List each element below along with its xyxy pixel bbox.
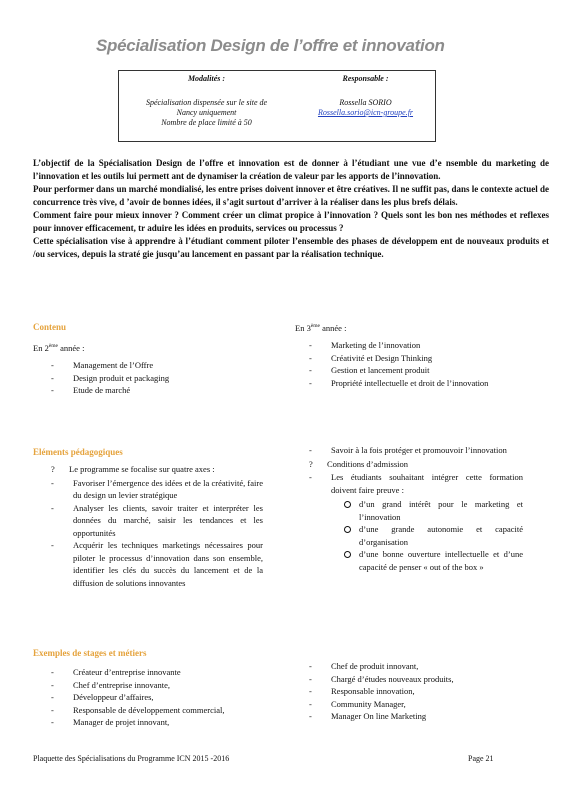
list-item: - Manager On line Marketing xyxy=(309,710,523,723)
responsable-column xyxy=(294,74,437,118)
stages-right xyxy=(309,660,523,723)
list-item: - Propriété intellectuelle et droit de l’innovation xyxy=(309,377,523,390)
section-heading-contenu: Contenu xyxy=(33,322,67,332)
responsable-header: Responsable : xyxy=(342,74,389,83)
contenu-year2 xyxy=(33,340,263,397)
list-item: - Favoriser l’émergence des idées et de la créativité, faire du design un levier stratégique xyxy=(51,477,263,502)
modalites-column xyxy=(119,74,294,128)
intro-paragraph: L’objectif de la Spécialisation Design de l’offre et innovation est de donner à l’étudiant une vue d’e nsemble du marketing de l’innovation et les outils lui permett ant de dynamiser la création de valeur par les apports de l’innovation. xyxy=(33,158,549,181)
list-item: - Management de l’Offre xyxy=(51,359,263,372)
admission-intro: - Les étudiants souhaitant intégrer cette formation doivent faire preuve : xyxy=(309,471,523,496)
list-item: - Responsable innovation, xyxy=(309,685,523,698)
year2-label: En 2ème année : xyxy=(33,342,85,353)
year3-label: En 3ème année : xyxy=(295,322,347,333)
admission-heading: ? Conditions d’admission xyxy=(309,458,523,471)
list-item: - Marketing de l’innovation xyxy=(309,339,523,352)
intro-paragraph: Cette spécialisation vise à apprendre à l’étudiant comment piloter l’ensemble des phases de développem ent de nouveaux produits et /ou services, depuis la straté gie jusqu’au lancement en passant par la réalisation technique. xyxy=(33,236,549,259)
admission-item: d’une bonne ouverture intellectuelle et d’une capacité de penser « out of the box » xyxy=(341,548,523,573)
modalites-header: Modalités : xyxy=(187,74,226,83)
contenu-year3 xyxy=(295,320,523,389)
list-item: - Acquérir les techniques marketings nécessaires pour piloter le processus d’innovation dans son ensemble, identifier les clés du succès du lancement et de la diffusion de solutions innovantes xyxy=(51,539,263,589)
stages-left xyxy=(51,666,291,729)
section-heading-stages: Exemples de stages et métiers xyxy=(33,648,147,658)
list-item: - Manager de projet innovant, xyxy=(51,716,291,729)
list-item: - Chargé d’études nouveaux produits, xyxy=(309,673,523,686)
intro-paragraph: Comment faire pour mieux innover ? Comment créer un climat propice à l’innovation ? Quels sont les bon nes méthodes et reflexes pour innover efficacement, tr aduire les idées en produits, services ou processus ? xyxy=(33,210,549,233)
intro-text xyxy=(33,157,549,261)
footer-page-number: Page 21 xyxy=(468,754,494,763)
list-item: - Design produit et packaging xyxy=(51,372,263,385)
modalites-line: Nombre de place limité à 50 xyxy=(161,118,252,127)
list-item: - Analyser les clients, savoir traiter et interpréter les données du marché, saisir les tendances et les opportunités xyxy=(51,502,263,540)
list-item: - Savoir à la fois protéger et promouvoir l’innovation xyxy=(309,444,523,457)
responsable-name: Rossella SORIO xyxy=(339,98,392,107)
list-item: - Créateur d’entreprise innovante xyxy=(51,666,291,679)
intro-paragraph: Pour performer dans un marché mondialisé, les entre prises doivent innover et être créatives. Il ne suffit pas, dans le contexte actuel de concurrence très vive, d ’avoir de bonnes idées, il s’agit surtout d’arriver à la réaliser dans les plus brefs délais. xyxy=(33,184,549,207)
info-box xyxy=(118,70,436,142)
pedagogie-left xyxy=(51,463,263,589)
section-heading-pedagogie: Eléments pédagogiques xyxy=(33,447,123,457)
list-item: - Créativité et Design Thinking xyxy=(309,352,523,365)
modalites-line: Nancy uniquement xyxy=(176,108,237,117)
list-item: - Responsable de développement commercial, xyxy=(51,704,291,717)
pedagogie-intro: ? Le programme se focalise sur quatre axes : xyxy=(51,463,263,476)
pedagogie-right xyxy=(309,444,523,573)
list-item: - Community Manager, xyxy=(309,698,523,711)
list-item: - Chef d’entreprise innovante, xyxy=(51,679,291,692)
responsable-email-link[interactable]: Rossella.sorio@icn-groupe.fr xyxy=(317,108,414,117)
admission-item: d’un grand intérêt pour le marketing et l’innovation xyxy=(341,498,523,523)
page-title: Spécialisation Design de l’offre et innovation xyxy=(96,36,445,55)
list-item: - Chef de produit innovant, xyxy=(309,660,523,673)
list-item: - Développeur d’affaires, xyxy=(51,691,291,704)
footer-left: Plaquette des Spécialisations du Programme ICN 2015 -2016 xyxy=(33,754,230,763)
modalites-line: Spécialisation dispensée sur le site de xyxy=(145,98,268,107)
list-item: - Gestion et lancement produit xyxy=(309,364,523,377)
admission-item: d’une grande autonomie et capacité d’organisation xyxy=(341,523,523,548)
list-item: - Etude de marché xyxy=(51,384,263,397)
